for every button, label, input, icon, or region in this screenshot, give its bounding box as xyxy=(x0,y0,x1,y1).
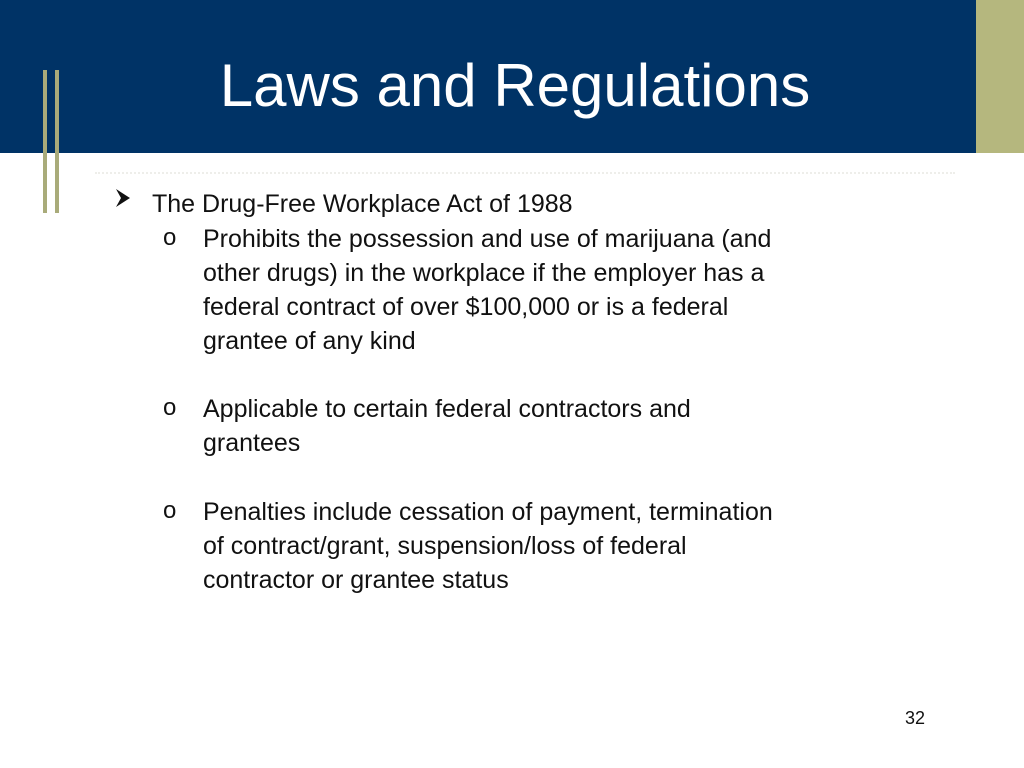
sub-bullet-marker: o xyxy=(163,497,177,524)
sub-bullet-text xyxy=(203,495,883,597)
sub-bullet-line: Prohibits the possession and use of marijuana (and xyxy=(203,225,772,253)
dotted-divider xyxy=(95,172,955,174)
sub-bullet-line: Applicable to certain federal contractors and xyxy=(203,395,691,423)
sub-bullet-text xyxy=(203,392,883,460)
sub-bullet-line: of contract/grant, suspension/loss of federal xyxy=(203,532,687,560)
sub-bullet-text xyxy=(203,222,883,358)
arrow-bullet-icon xyxy=(110,185,136,211)
sub-bullet-line: federal contract of over $100,000 or is a federal xyxy=(203,293,729,321)
sub-bullet-line: contractor or grantee status xyxy=(203,566,509,594)
sub-bullet-line: grantees xyxy=(203,429,301,457)
sub-bullet-line: Penalties include cessation of payment, termination xyxy=(203,498,773,526)
bullet-text: The Drug-Free Workplace Act of 1988 xyxy=(152,190,573,218)
sub-bullet-marker: o xyxy=(163,394,177,421)
page-number: 32 xyxy=(905,708,926,728)
sub-bullet-line: grantee of any kind xyxy=(203,327,416,355)
sub-bullet-marker: o xyxy=(163,224,177,251)
slide-title: Laws and Regulations xyxy=(219,52,811,119)
sub-bullet-line: other drugs) in the workplace if the employer has a xyxy=(203,259,765,287)
